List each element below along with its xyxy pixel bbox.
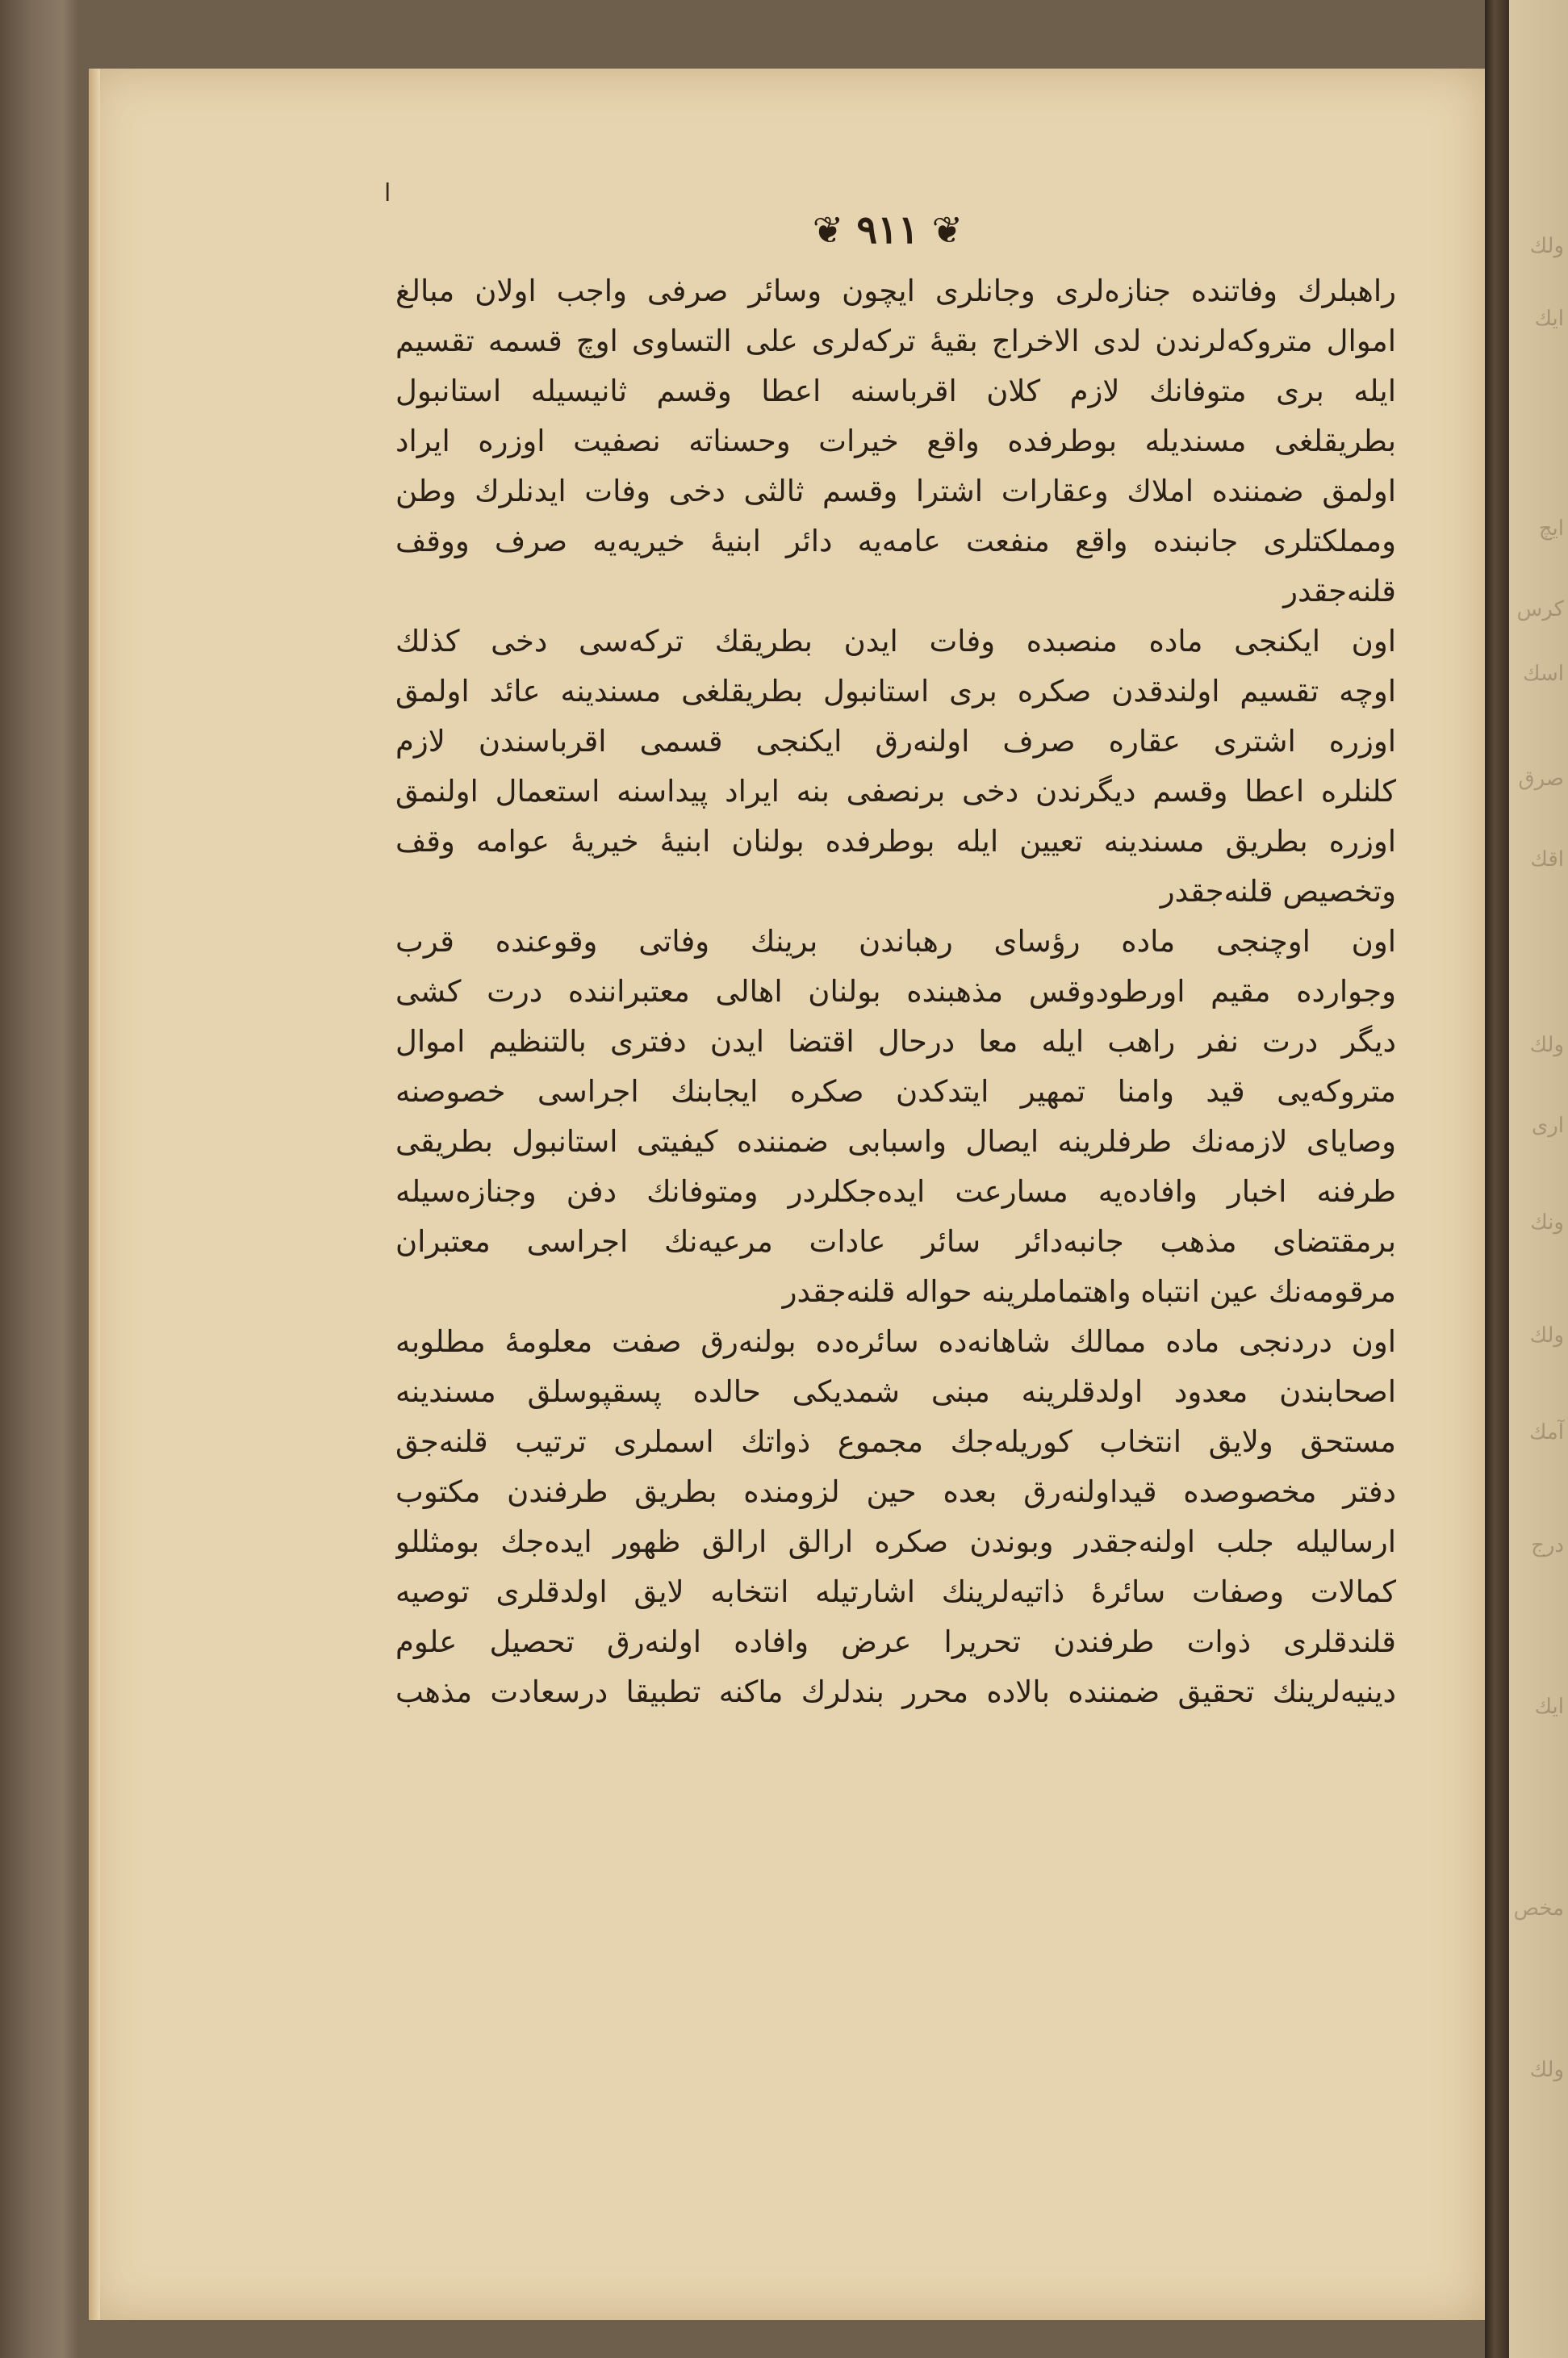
adjacent-page-fragment: اقك — [1530, 847, 1564, 872]
text-line: دفتر مخصوصده قیداولنه‌رق بعده حین لزومنده بطریق طرفندن مكتوب — [395, 1474, 1396, 1509]
adjacent-page-fragment: ایك — [1534, 1695, 1564, 1719]
text-line: كمالات وصفات سائرهٔ ذاتیه‌لرینك اشارتیله انتخابه لایق اولدقلری توصیه — [395, 1574, 1396, 1609]
adjacent-page — [1509, 0, 1568, 2358]
adjacent-page-fragment: صرق — [1518, 767, 1564, 791]
text-line: وصایای لازمه‌نك طرفلرینه ایصال واسبابی ضمننده كیفیتی استانبول بطریقی — [395, 1124, 1396, 1159]
adjacent-page-fragment: كرس — [1516, 597, 1564, 621]
text-line: كلنلره اعطا وقسم دیگرندن دخی برنصفی بنه ایراد پیداسنه استعمال اولنمق — [395, 774, 1396, 809]
text-line: دینیه‌لرینك تحقیق ضمننده بالاده محرر بندلرك ماكنه تطبیقا درسعادت مذهب — [395, 1674, 1396, 1709]
text-line: اصحابندن معدود اولدقلرینه مبنی شمدیكی حالده پسقپوسلق مسندینه — [395, 1374, 1396, 1409]
text-line: قلنه‌جقدر — [1283, 574, 1396, 608]
page-body — [395, 266, 1396, 1717]
text-line: راهبلرك وفاتنده جنازه‌لری وجانلری ایچون وسائر صرفی واجب اولان مبالغ — [395, 274, 1396, 308]
adjacent-page-fragment: ولك — [1529, 1323, 1564, 1348]
text-line: برمقتضای مذهب جانبه‌دائر سائر عادات مرعیه‌نك اجراسی معتبران — [395, 1224, 1396, 1259]
text-line: متروكه‌یی قید وامنا تمهیر ایتدكدن صكره ایجابنك اجراسی خصوصنه — [395, 1074, 1396, 1109]
text-line: ومملكتلری جانبنده واقع منفعت عامه‌یه دائر ابنیهٔ خیریه‌یه صرف ووقف — [395, 524, 1396, 558]
adjacent-page-fragment: ونك — [1530, 1210, 1564, 1235]
page-edge — [89, 69, 100, 2320]
margin-mark: ا — [384, 179, 391, 207]
text-line: بطریقلغی مسندیله بوطرفده واقع خیرات وحسناته نصفیت اوزره ایراد — [395, 424, 1396, 458]
ornament-left-icon: ❦ — [812, 208, 844, 252]
text-line: اون اوچنجی ماده رؤسای رهباندن برینك وفاتی وقوعنده قرب — [395, 924, 1396, 959]
text-line: دیگر درت نفر راهب ایله معا درحال اقتضا ایدن دفتری بالتنظیم اموال — [395, 1024, 1396, 1059]
text-line: مستحق ولایق انتخاب كوریله‌جك مجموع ذواتك اسملری ترتیب قلنه‌جق — [395, 1424, 1396, 1459]
adjacent-page-fragment: اری — [1531, 1114, 1564, 1138]
adjacent-page-fragment: آمك — [1528, 1420, 1564, 1444]
page-header — [767, 198, 1009, 262]
adjacent-page-fragment: ایك — [1534, 307, 1564, 331]
text-line: اموال متروكه‌لرندن لدی الاخراج بقیهٔ تركه‌لری علی التساوی اوچ قسمه تقسیم — [395, 324, 1396, 358]
book-spine — [1485, 0, 1509, 2358]
text-line: اوزره اشتری عقاره صرف اولنه‌رق ایكنجی قسمی اقرباسندن لازم — [395, 724, 1396, 759]
text-line: اوزره بطریق مسندینه تعیین ایله بوطرفده بولنان ابنیهٔ خیریهٔ عوامه وقف — [395, 824, 1396, 859]
adjacent-page-fragment: مخص — [1513, 1896, 1564, 1921]
adjacent-page-fragment: ولك — [1529, 1033, 1564, 1057]
text-line: اون ایكنجی ماده منصبده وفات ایدن بطریقك تركه‌سی دخی كذلك — [395, 624, 1396, 658]
text-line: اوچه تقسیم اولندقدن صكره بری استانبول بطریقلغی مسندینه عائد اولمق — [395, 674, 1396, 709]
text-line: اون دردنجی ماده ممالك شاهانه‌ده سائره‌ده بولنه‌رق صفت معلومهٔ مطلوبه — [395, 1324, 1396, 1359]
adjacent-page-fragment: ولك — [1529, 2058, 1564, 2082]
adjacent-page-fragment: اسك — [1523, 662, 1564, 686]
text-line: ایله بری متوفانك لازم كلان اقرباسنه اعطا وقسم ثانیسیله استانبول — [395, 374, 1396, 408]
adjacent-page-fragment: درج — [1531, 1533, 1564, 1557]
text-line: مرقومه‌نك عین انتباه واهتماملرینه حواله قلنه‌جقدر — [782, 1274, 1396, 1309]
text-line: قلندقلری ذوات طرفندن تحریرا عرض وافاده اولنه‌رق تحصیل علوم — [395, 1624, 1396, 1659]
text-line: وتخصیص قلنه‌جقدر — [1160, 874, 1396, 909]
text-line: طرفنه اخبار وافاده‌یه مسارعت ایده‌جكلردر ومتوفانك دفن وجنازه‌سیله — [395, 1174, 1396, 1209]
adjacent-page-fragment: ولك — [1529, 234, 1564, 258]
text-line: اولمق ضمننده املاك وعقارات اشترا وقسم ثالثی دخی وفات ایدنلرك وطن — [395, 474, 1396, 508]
text-line: وجوارده مقیم اورطودوقس مذهبنده بولنان اهالی معتبراننده درت كشی — [395, 974, 1396, 1009]
adjacent-page-fragment: ایچ — [1538, 516, 1564, 541]
page-number: ٩١١ — [856, 207, 919, 253]
ornament-right-icon: ❦ — [931, 208, 964, 252]
text-line: ارسالیله جلب اولنه‌جقدر وبوندن صكره ارالق ارالق ظهور ایده‌جك بومثللو — [395, 1524, 1396, 1559]
